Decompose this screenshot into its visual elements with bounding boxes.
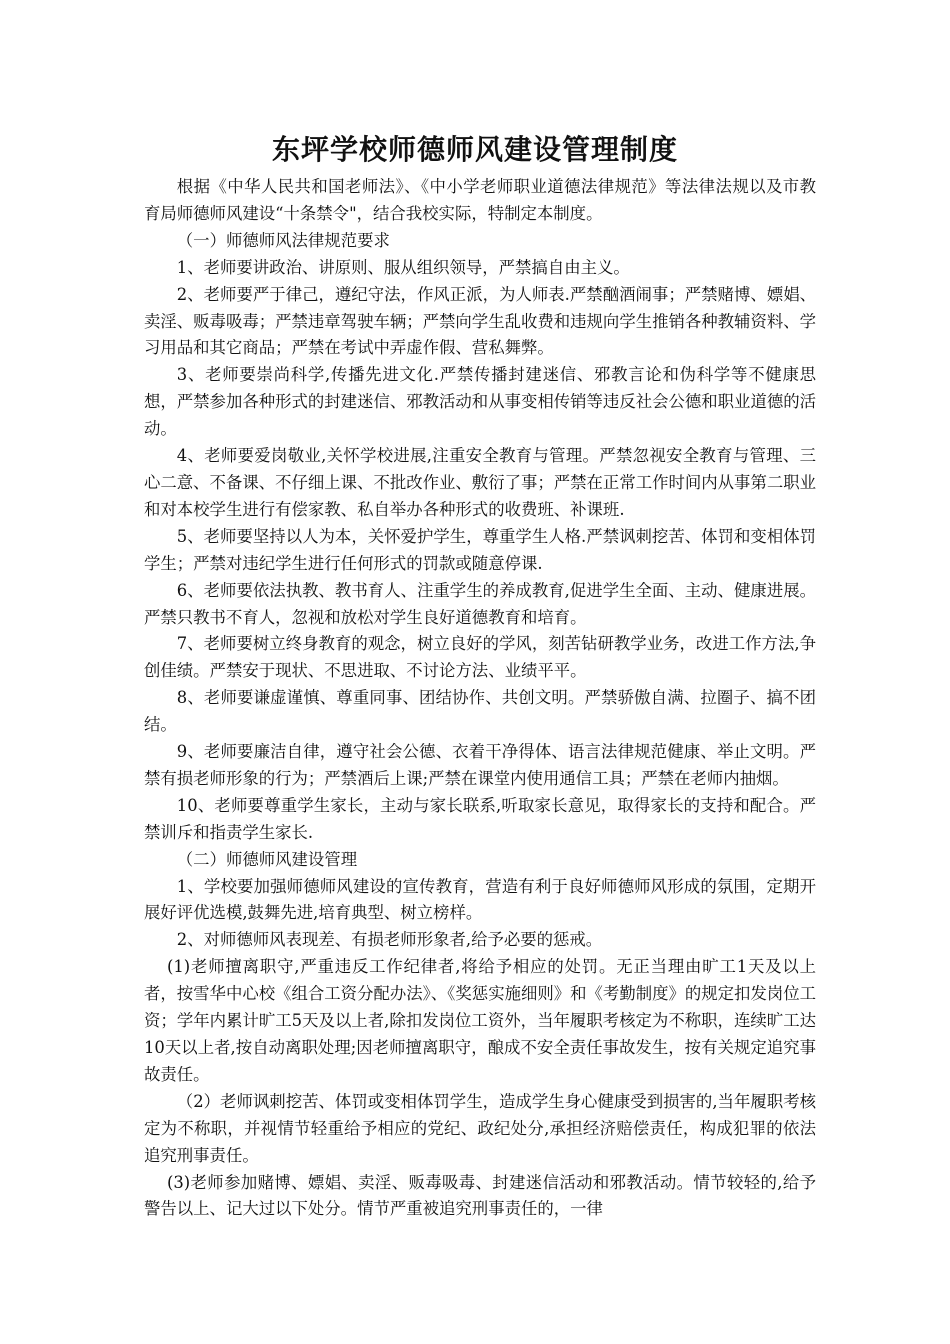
rule-item-10: 10、老师要尊重学生家长，主动与家长联系,听取家长意见，取得家长的支持和配合。严禁训斥和指责学生家长. [144,795,816,842]
rule-item-7: 7、老师要树立终身教育的观念，树立良好的学风，刻苦钻研教学业务，改进工作方法,争创佳绩。严禁安于现状、不思进取、不讨论方法、业绩平平。 [144,634,816,681]
document-title: 东坪学校师德师风建设管理制度 [271,133,678,166]
rule-item-1: 1、老师要讲政治、讲原则、服从组织领导，严禁搞自由主义。 [176,257,630,277]
rule-item-4: 4、老师要爱岗敬业,关怀学校进展,注重安全教育与管理。严禁忽视安全教育与管理、三心二意、不备课、不仔细上课、不批改作业、敷衍了事；严禁在正常工作时间内从事第二职业和对本校学生进行有偿家教、私自举办各种形式的收费班、补课班. [144,446,817,519]
intro-paragraph: 根据《中华人民共和国老师法》、《中小学老师职业道德法律规范》等法律法规以及市教育局师德师风建设“十条禁令"，结合我校实际，特制定本制度。 [144,177,816,223]
rule-item-5: 5、老师要坚持以人为本，关怀爱护学生，尊重学生人格.严禁讽刺挖苦、体罚和变相体罚学生；严禁对违纪学生进行任何形式的罚款或随意停课. [144,526,816,573]
penalty-item-1: (1)老师擅离职守,严重违反工作纪律者,将给予相应的处罚。无正当理由旷工1天及以上者，按雪华中心校《组合工资分配办法》、《奖惩实施细则》和《考勤制度》的规定扣发岗位工资；学年内累计旷工5天及以上者,除扣发岗位工资外，当年履职考核定为不称职，连续旷工达10天以上者,按自动离职处理;因老师擅离职守，酿成不安全责任事故发生，按有关规定追究事故责任。 [144,957,817,1084]
management-item-1: 1、学校要加强师德师风建设的宣传教育，营造有利于良好师德师风形成的氛围，定期开展好评优选模,鼓舞先进,培育典型、树立榜样。 [144,876,816,923]
rule-item-6: 6、老师要依法执教、教书育人、注重学生的养成教育,促进学生全面、主动、健康进展。严禁只教书不育人，忽视和放松对学生良好道德教育和培育。 [144,580,816,627]
section-heading-1: （一）师德师风法律规范要求 [176,230,390,250]
rule-item-9: 9、老师要廉洁自律，遵守社会公德、衣着干净得体、语言法律规范健康、举止文明。严禁有损老师形象的行为；严禁酒后上课;严禁在课堂内使用通信工具；严禁在老师内抽烟。 [144,742,816,788]
penalty-item-3: (3)老师参加赌博、嫖娼、卖淫、贩毒吸毒、封建迷信活动和邪教活动。情节较轻的,给予警告以上、记大过以下处分。情节严重被追究刑事责任的，一律 [144,1172,816,1219]
rule-item-2: 2、老师要严于律己，遵纪守法，作风正派，为人师表.严禁酗酒闹事；严禁赌博、嫖娼、卖淫、贩毒吸毒；严禁违章驾驶车辆；严禁向学生乱收费和违规向学生推销各种教辅资料、学习用品和其它商品；严禁在考试中弄虚作假、营私舞弊。 [144,284,817,358]
rule-item-3: 3、老师要崇尚科学,传播先进文化.严禁传播封建迷信、邪教言论和伪科学等不健康思想，严禁参加各种形式的封建迷信、邪教活动和从事变相传销等违反社会公德和职业道德的活动。 [144,365,817,439]
penalty-item-2: （2）老师讽刺挖苦、体罚或变相体罚学生，造成学生身心健康受到损害的,当年履职考核定为不称职，并视情节轻重给予相应的党纪、政纪处分,承担经济赔偿责任，构成犯罪的依法追究刑事责任。 [144,1091,816,1165]
document-body [144,174,816,1223]
section-heading-2: （二）师德师风建设管理 [176,849,358,869]
rule-item-8: 8、老师要谦虚谨慎、尊重同事、团结协作、共创文明。严禁骄傲自满、拉圈子、搞不团结。 [144,688,816,735]
management-item-2: 2、对师德师风表现差、有损老师形象者,给予必要的惩戒。 [176,930,603,950]
